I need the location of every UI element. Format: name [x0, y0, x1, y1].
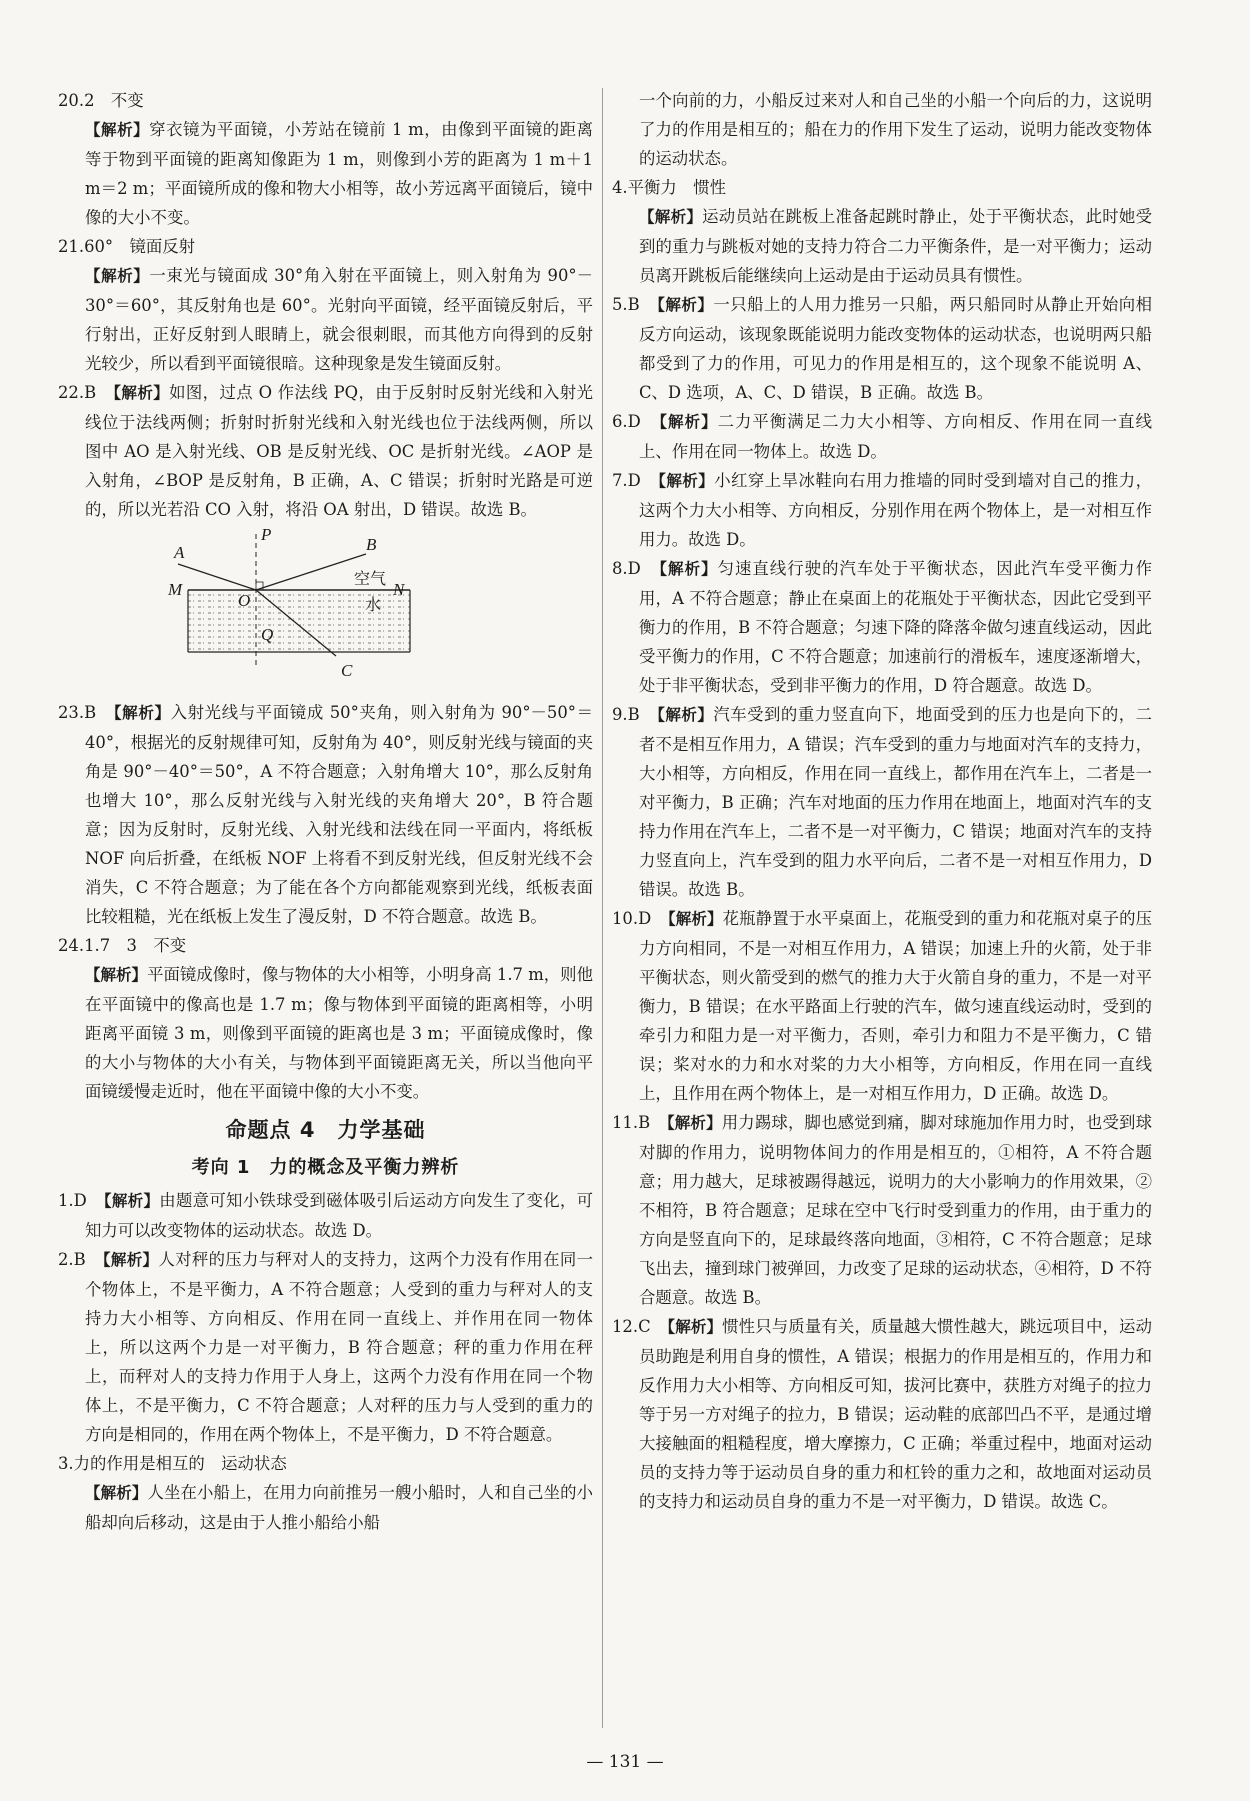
analysis-text: 由题意可知小铁球受到磁体吸引后运动方向发生了变化，可知力可以改变物体的运动状态。故选 D。	[85, 1191, 593, 1240]
analysis-label: 【解析】	[102, 1251, 159, 1269]
answer-head: 23.B	[58, 703, 97, 722]
refraction-diagram	[58, 526, 593, 688]
analysis-text: 汽车受到的重力竖直向下，地面受到的压力也是向下的，二者不是相互作用力，A 错误；汽车受到的重力与地面对汽车的支持力，大小相等，方向相反，作用在同一直线上，都作用在汽车上，二者是一对平衡力，B 正确；汽车对地面的压力作用在地面上，地面对汽车的支持力作用在汽车上，二者不是一对平衡力，C 错误；地面对汽车的支持力竖直向上，汽车受到的阻力水平向后，二者不是一对相互作用力，D 错误。故选 B。	[639, 705, 1152, 899]
answer-head: 1.D	[58, 1191, 87, 1210]
right-column	[612, 86, 1152, 1516]
answer-k3-continued: 一个向前的力，小船反过来对人和自己坐的小船一个向后的力，这说明了力的作用是相互的；船在力的作用下发生了运动，说明力能改变物体的运动状态。	[639, 91, 1152, 168]
analysis-text: 如图，过点 O 作法线 PQ，由于反射时反射光线和入射光线位于法线两侧；折射时折射光线和入射光线也位于法线两侧，所以图中 AO 是入射光线、OB 是反射光线、OC 是折射光线。∠AOP 是入射角，∠BOP 是反射角，B 正确，A、C 错误；折射时光路是可逆的，所以光若沿 CO 入射，将沿 OA 射出，D 错误。故选 B。	[85, 383, 593, 519]
answer-k2	[58, 1245, 593, 1449]
analysis-text: 二力平衡满足二力大小相等、方向相反、作用在同一直线上、作用在同一物体上。故选 D。	[639, 412, 1152, 461]
analysis-text: 人对秤的压力与秤对人的支持力，这两个力没有作用在同一个物体上，不是平衡力，A 不符合题意；人受到的重力与秤对人的支持力大小相等、方向相反、作用在同一直线上、并作用在同一物体上，所以这两个力是一对平衡力，B 符合题意；秤的重力作用在秤上，而秤对人的支持力作用于人身上，这两个力没有作用在同一个物体上，不是平衡力，C 不符合题意；人对秤的压力与人受到的重力的方向是相同的，作用在两个物体上，不是平衡力，D 不符合题意。	[85, 1250, 593, 1444]
analysis-text: 运动员站在跳板上准备起跳时静止，处于平衡状态，此时她受到的重力与跳板对她的支持力符合二力平衡条件，是一对平衡力；运动员离开跳板后能继续向上运动是由于运动员具有惯性。	[639, 207, 1152, 285]
left-column	[58, 86, 593, 1537]
analysis-label: 【解析】	[113, 384, 170, 402]
label-water: 水	[365, 595, 382, 614]
analysis-text: 用力踢球，脚也感觉到痛，脚对球施加作用力时，也受到球对脚的作用力，说明物体间力的作用是相互的，①相符，A 不符合题意；用力越大，足球被踢得越远，说明力的大小影响力的作用效果，②不相符，B 符合题意；足球在空中飞行时受到重力的作用，由于重力的方向是竖直向下的，足球最终落向地面，③相符，C 不符合题意；足球飞出去，撞到球门被弹回，力改变了足球的运动状态，④相符，D 不符合题意。故选 B。	[639, 1113, 1152, 1307]
answer-k4	[612, 173, 1152, 290]
analysis-label: 【解析】	[667, 910, 723, 928]
answer-head: 10.D	[612, 909, 652, 928]
answer-k7	[612, 466, 1152, 554]
analysis-label: 【解析】	[659, 560, 718, 578]
answer-22	[58, 378, 593, 524]
analysis-text: 小红穿上旱冰鞋向右用力推墙的同时受到墙对自己的推力，这两个力大小相等、方向相反，分别作用在两个物体上，是一对相互作用力。故选 D。	[639, 471, 1152, 549]
answer-k1	[58, 1186, 593, 1245]
answer-head: 21.60° 镜面反射	[58, 237, 196, 256]
answer-k12	[612, 1312, 1152, 1516]
analysis-text: 花瓶静置于水平桌面上，花瓶受到的重力和花瓶对桌子的压力方向相同，不是一对相互作用力，A 错误；加速上升的火箭，处于非平衡状态，则火箭受到的燃气的推力大于火箭自身的重力，不是一对平衡力，B 错误；在水平路面上行驶的汽车，做匀速直线运动时，受到的牵引力和阻力是一对平衡力，否则，牵引力和阻力不是平衡力，C 错误；桨对水的力和水对桨的力大小相等，方向相反，作用在同一直线上，且作用在两个物体上，是一对相互作用力，D 正确。故选 D。	[639, 909, 1152, 1103]
answer-k8	[612, 554, 1152, 700]
analysis-text: 人坐在小船上，在用力向前推另一艘小船时，人和自己坐的小船却向后移动，这是由于人推小船给小船	[85, 1483, 593, 1532]
incident-ray-AO	[178, 564, 256, 590]
answer-24	[58, 931, 593, 1106]
analysis-label: 【解析】	[657, 706, 714, 724]
answer-head: 9.B	[612, 705, 640, 724]
analysis-label: 【解析】	[85, 267, 150, 285]
answer-k9	[612, 700, 1152, 904]
answer-head: 8.D	[612, 559, 641, 578]
answer-head: 4.平衡力 惯性	[612, 178, 726, 197]
section-title: 命题点 4 力学基础	[225, 1118, 426, 1142]
analysis-text: 一束光与镜面成 30°角入射在平面镜上，则入射角为 90°－30°＝60°，其反射角也是 60°。光射向平面镜，经平面镜反射后，平行射出，正好反射到人眼睛上，就会很刺眼，而其他方向得到的反射光较少，所以看到平面镜很暗。这种现象是发生镜面反射。	[85, 266, 593, 373]
answer-head: 24.1.7 3 不变	[58, 936, 187, 955]
label-P: P	[261, 526, 272, 544]
reflected-ray-OB	[256, 554, 366, 590]
analysis-label: 【解析】	[639, 208, 703, 226]
analysis-text: 匀速直线行驶的汽车处于平衡状态，因此汽车受平衡力作用，A 不符合题意；静止在桌面上的花瓶处于平衡状态，因此它受到平衡力的作用，B 不符合题意；匀速下降的降落伞做匀速直线运动，因此受平衡力的作用，C 不符合题意；加速前行的滑板车，速度逐渐增大，处于非平衡状态，受到非平衡力的作用，D 符合题意。故选 D。	[639, 559, 1152, 695]
analysis-label: 【解析】	[657, 296, 714, 314]
analysis-label: 【解析】	[85, 121, 150, 139]
answer-head: 20.2 不变	[58, 91, 144, 110]
label-B: B	[366, 535, 377, 554]
answer-head: 6.D	[612, 412, 641, 431]
subsection-title: 考向 1 力的概念及平衡力辨析	[191, 1157, 460, 1178]
answer-head: 22.B	[58, 383, 97, 402]
analysis-label: 【解析】	[658, 472, 715, 490]
label-C: C	[341, 661, 353, 680]
analysis-text: 一只船上的人用力推另一只船，两只船同时从静止开始向相反方向运动，该现象既能说明力能改变物体的运动状态，也说明两只船都受到了力的作用，可见力的作用是相互的，这个现象不能说明 A、C、D 选项，A、C、D 错误，B 正确。故选 B。	[639, 295, 1152, 402]
answer-k5	[612, 290, 1152, 407]
answer-20	[58, 86, 593, 232]
analysis-text: 平面镜成像时，像与物体的大小相等，小明身高 1.7 m，则他在平面镜中的像高也是 1.7 m；像与物体到平面镜的距离相等，小明距离平面镜 3 m，则像到平面镜的距离也是 3 m；平面镜成像时，像的大小与物体的大小有关，与物体到平面镜距离无关，所以当他向平面镜缓慢走近时，他在平面镜中像的大小不变。	[85, 965, 593, 1101]
answer-k11	[612, 1108, 1152, 1312]
analysis-text: 入射光线与平面镜成 50°夹角，则入射角为 90°－50°＝40°，根据光的反射规律可知，反射角为 40°，则反射光线与镜面的夹角是 90°－40°＝50°，A 不符合题意；入射角增大 10°，那么反射角也增大 10°，那么反射光线与入射光线的夹角增大 20°，B 符合题意；因为反射时，反射光线、入射光线和法线在同一平面内，将纸板 NOF 向后折叠，在纸板 NOF 上将看不到反射光线，但反射光线不会消失，C 不符合题意；为了能在各个方向都能观察到光线，纸板表面比较粗糙，光在纸板上发生了漫反射，D 不符合题意。故选 B。	[85, 703, 593, 926]
analysis-text: 穿衣镜为平面镜，小芳站在镜前 1 m，由像到平面镜的距离等于物到平面镜的距离知像距为 1 m，则像到小芳的距离为 1 m＋1 m＝2 m；平面镜所成的像和物大小相等，故小芳远离平面镜后，镜中像的大小不变。	[85, 120, 593, 227]
answer-k3	[58, 1449, 593, 1537]
label-A: A	[174, 543, 185, 562]
answer-21	[58, 232, 593, 378]
answer-head: 5.B	[612, 295, 640, 314]
answer-head: 12.C	[612, 1317, 651, 1336]
answer-head: 7.D	[612, 471, 641, 490]
analysis-label: 【解析】	[667, 1318, 723, 1336]
answer-k10	[612, 904, 1152, 1108]
analysis-label: 【解析】	[659, 413, 718, 431]
answer-head: 11.B	[612, 1113, 651, 1132]
label-O: O	[238, 591, 251, 610]
analysis-label: 【解析】	[85, 1484, 148, 1502]
label-N: N	[393, 580, 405, 599]
analysis-label: 【解析】	[113, 704, 171, 722]
analysis-text: 惯性只与质量有关，质量越大惯性越大，跳远项目中，运动员助跑是利用自身的惯性，A 错误；根据力的作用是相互的，作用力和反作用力大小相等、方向相反可知，拔河比赛中，获胜方对绳子的拉力等于另一方对绳子的拉力，B 错误；运动鞋的底部凹凸不平，是通过增大接触面的粗糙程度，增大摩擦力，C 正确；举重过程中，地面对运动员的支持力等于运动员自身的重力和杠铃的重力之和，故地面对运动员的支持力和运动员自身的重力不是一对平衡力，D 错误。故选 C。	[639, 1317, 1152, 1511]
label-M: M	[168, 580, 183, 599]
answer-head: 3.力的作用是相互的 运动状态	[58, 1454, 287, 1473]
analysis-label: 【解析】	[666, 1114, 722, 1132]
analysis-label: 【解析】	[103, 1192, 160, 1210]
answer-23	[58, 698, 593, 931]
page-number: — 131 —	[586, 1752, 664, 1772]
answer-head: 2.B	[58, 1250, 86, 1269]
label-air: 空气	[354, 569, 387, 588]
label-Q: Q	[261, 625, 274, 644]
answer-k6	[612, 407, 1152, 466]
column-divider	[602, 88, 603, 1728]
analysis-label: 【解析】	[85, 966, 148, 984]
